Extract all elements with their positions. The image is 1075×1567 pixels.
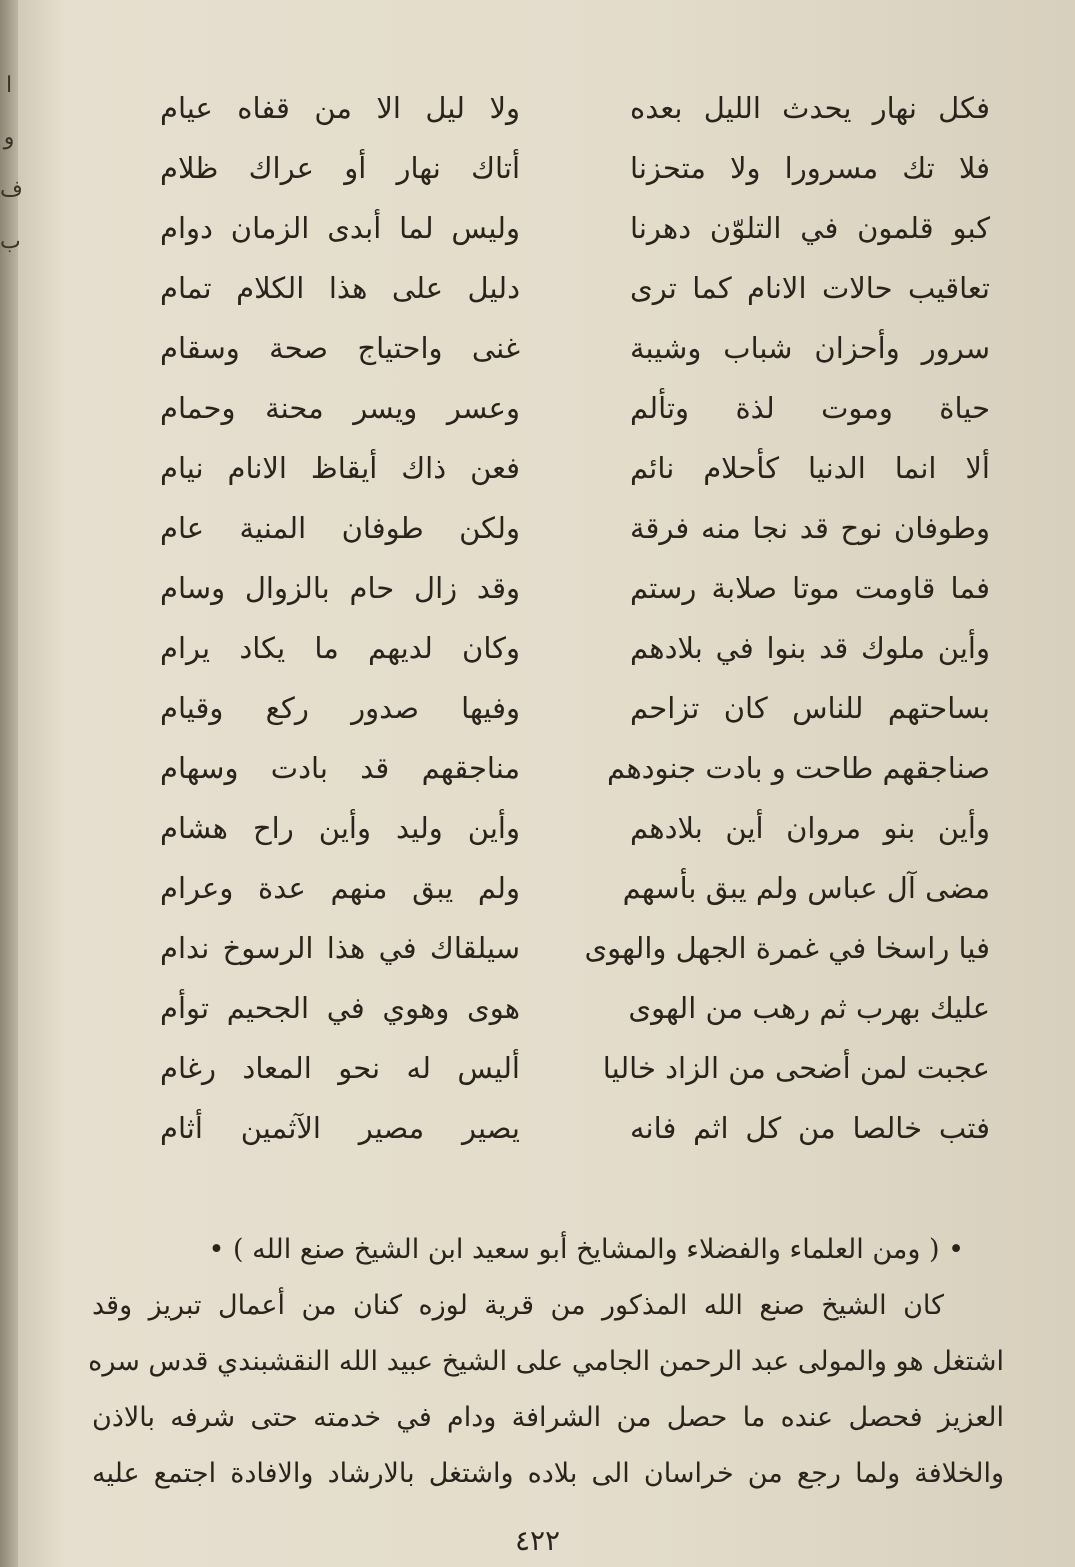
verse-line: وطوفان نوح قد نجا منه فرقة <box>630 511 990 545</box>
biography-section <box>88 1222 1004 1502</box>
verse-line: ألا انما الدنيا كأحلام نائم <box>630 451 990 485</box>
verse-line: وليس لما أبدى الزمان دوام <box>160 211 520 245</box>
verse-line: وفيها صدور ركع وقيام <box>160 691 520 725</box>
verse-line: فيا راسخا في غمرة الجهل والهوى <box>584 931 990 965</box>
verse-line: مضى آل عباس ولم يبق بأسهم <box>622 871 990 905</box>
verse-line: يصير مصير الآثمين أثام <box>160 1111 520 1145</box>
verse-line: وأين وليد وأين راح هشام <box>160 811 520 845</box>
edge-glyphs <box>0 60 23 268</box>
verse-line: أتاك نهار أو عراك ظلام <box>160 151 520 185</box>
verse-line: فكل نهار يحدث الليل بعده <box>630 91 990 125</box>
verse-line: سرور وأحزان شباب وشيبة <box>630 331 990 365</box>
section-heading: • ( ومن العلماء والفضلاء والمشايخ أبو سعيد ابن الشيخ صنع الله ) • <box>208 1234 964 1265</box>
verse-line: فعن ذاك أيقاظ الانام نيام <box>160 451 520 485</box>
verse-line: مناجقهم قد بادت وسهام <box>160 751 520 785</box>
edge-glyph: ف <box>0 177 23 202</box>
prose-line: كان الشيخ صنع الله المذكور من قرية لوزه كنان من أعمال تبريز وقد <box>92 1290 944 1321</box>
prose-line: العزيز فحصل عنده ما حصل من الشرافة ودام في خدمته حتى شرفه بالاذن <box>92 1402 1004 1433</box>
page-number: ٤٢٢ <box>514 1524 561 1557</box>
verse-line: غنى واحتياج صحة وسقام <box>160 331 520 365</box>
poem <box>150 78 1010 1208</box>
verse-line: تعاقيب حالات الانام كما ترى <box>630 271 990 305</box>
verse-line: حياة وموت لذة وتألم <box>630 391 990 425</box>
verse-line: فتب خالصا من كل اثم فانه <box>630 1111 990 1145</box>
verse-line: ولكن طوفان المنية عام <box>160 511 520 545</box>
edge-glyph: ب <box>0 229 21 254</box>
prose-line: اشتغل هو والمولى عبد الرحمن الجامي على الشيخ عبيد الله النقشبندي قدس سره <box>88 1346 1004 1377</box>
verse-line: وقد زال حام بالزوال وسام <box>160 571 520 605</box>
verse-line: وأين ملوك قد بنوا في بلادهم <box>630 631 990 665</box>
verse-line: كبو قلمون في التلوّن دهرنا <box>630 211 990 245</box>
verse-line: بساحتهم للناس كان تزاحم <box>630 691 990 725</box>
verse-line: ولا ليل الا من قفاه عيام <box>160 91 520 125</box>
verse-line: فلا تك مسرورا ولا متحزنا <box>630 151 990 185</box>
poem-left-column <box>160 78 520 1158</box>
verse-line: سيلقاك في هذا الرسوخ ندام <box>160 931 520 965</box>
previous-page-edge <box>0 0 23 1567</box>
verse-line: عجبت لمن أضحى من الزاد خاليا <box>602 1051 990 1085</box>
verse-line: ولم يبق منهم عدة وعرام <box>160 871 520 905</box>
verse-line: وأين بنو مروان أين بلادهم <box>630 811 990 845</box>
verse-line: فما قاومت موتا صلابة رستم <box>630 571 990 605</box>
verse-line: وعسر ويسر محنة وحمام <box>160 391 520 425</box>
verse-line: أليس له نحو المعاد رغام <box>160 1051 520 1085</box>
edge-glyph: ا <box>5 73 13 98</box>
prose-line: والخلافة ولما رجع من خراسان الى بلاده واشتغل بالارشاد والافادة اجتمع عليه <box>92 1458 1004 1489</box>
poem-right-column <box>584 78 990 1158</box>
verse-line: وكان لديهم ما يكاد يرام <box>160 631 520 665</box>
verse-line: هوى وهوي في الجحيم توأم <box>160 991 520 1025</box>
verse-line: صناجقهم طاحت و بادت جنودهم <box>607 751 990 785</box>
verse-line: دليل على هذا الكلام تمام <box>160 271 520 305</box>
edge-glyph: و <box>3 125 15 150</box>
verse-line: عليك بهرب ثم رهب من الهوى <box>628 991 990 1025</box>
